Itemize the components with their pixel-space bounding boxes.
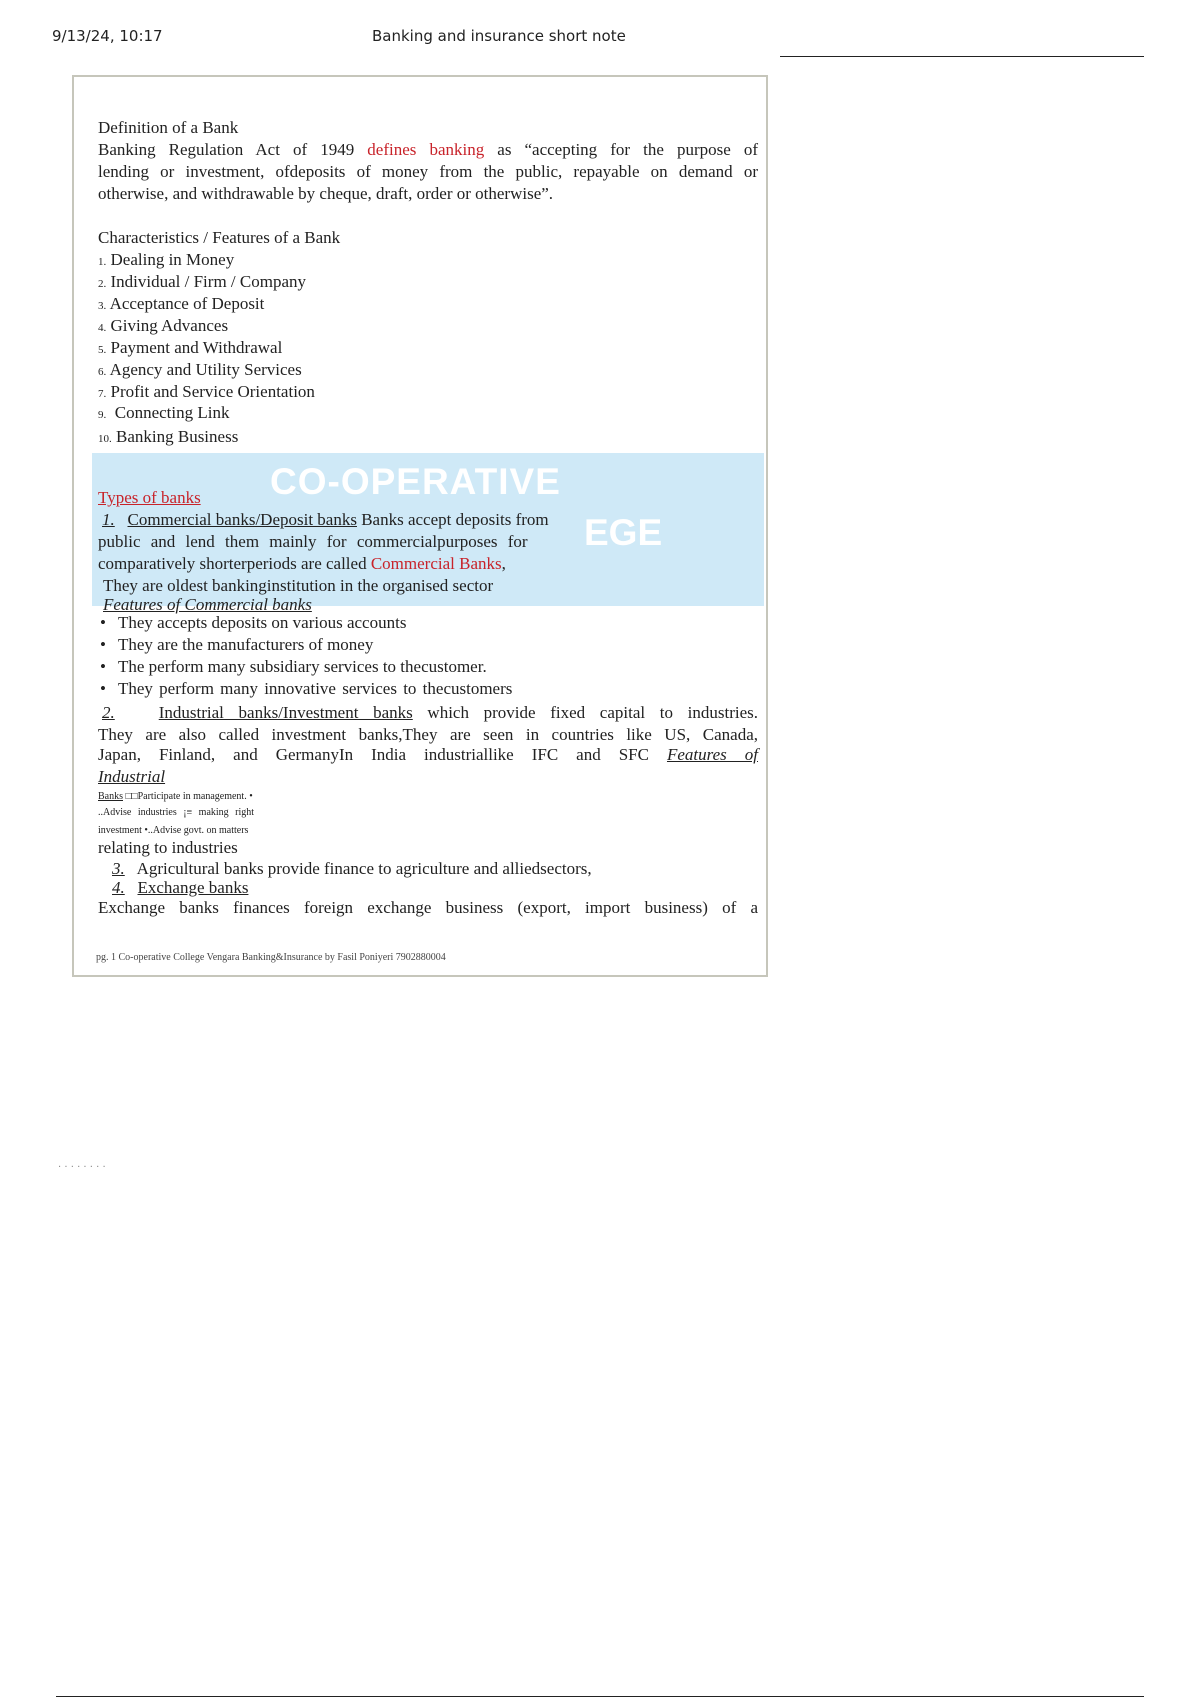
print-date: 9/13/24, 10:17 bbox=[52, 27, 163, 45]
list-item: • The perform many subsidiary services to thecustomer. bbox=[100, 656, 487, 678]
commercial-features-heading: Features of Commercial banks bbox=[103, 595, 312, 614]
definition-line-1: Banking Regulation Act of 1949 defines banking as “accepting for the purpose of bbox=[98, 140, 758, 159]
list-item: 9. Connecting Link bbox=[98, 403, 230, 422]
list-item: 5. Payment and Withdrawal bbox=[98, 338, 283, 357]
exchange-banks-line: Exchange banks finances foreign exchange business (export, import business) of a bbox=[98, 898, 758, 917]
characteristics-heading: Characteristics / Features of a Bank bbox=[98, 228, 341, 247]
list-item: 4. Giving Advances bbox=[98, 316, 229, 335]
small-text-line-2: ..Advise industries ¡≡ making right bbox=[98, 807, 255, 818]
bottom-rule bbox=[56, 1696, 1144, 1697]
industrial-banks-line-2: They are also called investment banks,They are seen in countries like US, Canada, bbox=[98, 725, 758, 744]
definition-line-3: otherwise, and withdrawable by cheque, draft, order or otherwise”. bbox=[98, 184, 554, 203]
industrial-banks-line-3: Japan, Finland, and GermanyIn India industriallike IFC and SFC Features of bbox=[98, 745, 759, 764]
commercial-banks-line-3: comparatively shorterperiods are called Commercial Banks, bbox=[98, 554, 506, 573]
list-item: • They perform many innovative services to thecustomers bbox=[100, 678, 512, 700]
industrial-banks-line-1: 2. Industrial banks/Investment banks which provide fixed capital to industries. bbox=[102, 703, 758, 722]
stray-marks: · · · · · · · · bbox=[58, 1162, 106, 1173]
page-image bbox=[72, 75, 768, 977]
industrial-banks-line-5: relating to industries bbox=[98, 838, 238, 857]
list-item: 10. Banking Business bbox=[98, 427, 239, 446]
commercial-banks-line-2: public and lend them mainly for commercialpurposes for bbox=[98, 532, 528, 551]
list-item: 3. Acceptance of Deposit bbox=[98, 294, 265, 313]
small-text-line-3: investment •..Advise govt. on matters bbox=[98, 825, 249, 836]
agricultural-banks-line: 3. Agricultural banks provide finance to agriculture and alliedsectors, bbox=[112, 859, 592, 878]
document-title: Banking and insurance short note bbox=[372, 27, 626, 45]
definition-line-2: lending or investment, ofdeposits of money from the public, repayable on demand or bbox=[98, 162, 758, 181]
list-item: 2. Individual / Firm / Company bbox=[98, 272, 306, 291]
list-item: • They accepts deposits on various accounts bbox=[100, 612, 406, 634]
exchange-banks-heading: 4. Exchange banks bbox=[112, 878, 249, 897]
commercial-banks-line-4: They are oldest bankinginstitution in the organised sector bbox=[103, 576, 494, 595]
commercial-banks-highlight: Commercial Banks bbox=[370, 554, 502, 573]
list-item: 1. Dealing in Money bbox=[98, 250, 235, 269]
watermark-text: CO-OPERATIVE bbox=[270, 461, 561, 502]
definition-heading: Definition of a Bank bbox=[98, 118, 239, 137]
small-text-line-1: Banks □□Participate in management. • bbox=[98, 791, 253, 802]
industrial-features-heading: Industrial bbox=[98, 767, 166, 786]
list-item: 7. Profit and Service Orientation bbox=[98, 382, 315, 401]
list-item: 6. Agency and Utility Services bbox=[98, 360, 302, 379]
commercial-banks-line-1: 1. Commercial banks/Deposit banks Banks accept deposits from bbox=[102, 510, 549, 529]
top-rule bbox=[780, 56, 1144, 57]
defines-banking-highlight: defines banking bbox=[367, 140, 485, 159]
types-heading: Types of banks bbox=[98, 488, 201, 507]
list-item: • They are the manufacturers of money bbox=[100, 634, 373, 656]
page-footer: pg. 1 Co-operative College Vengara Banking&Insurance by Fasil Poniyeri 7902880004 bbox=[96, 952, 446, 963]
watermark-text-2: EGE bbox=[584, 512, 663, 553]
